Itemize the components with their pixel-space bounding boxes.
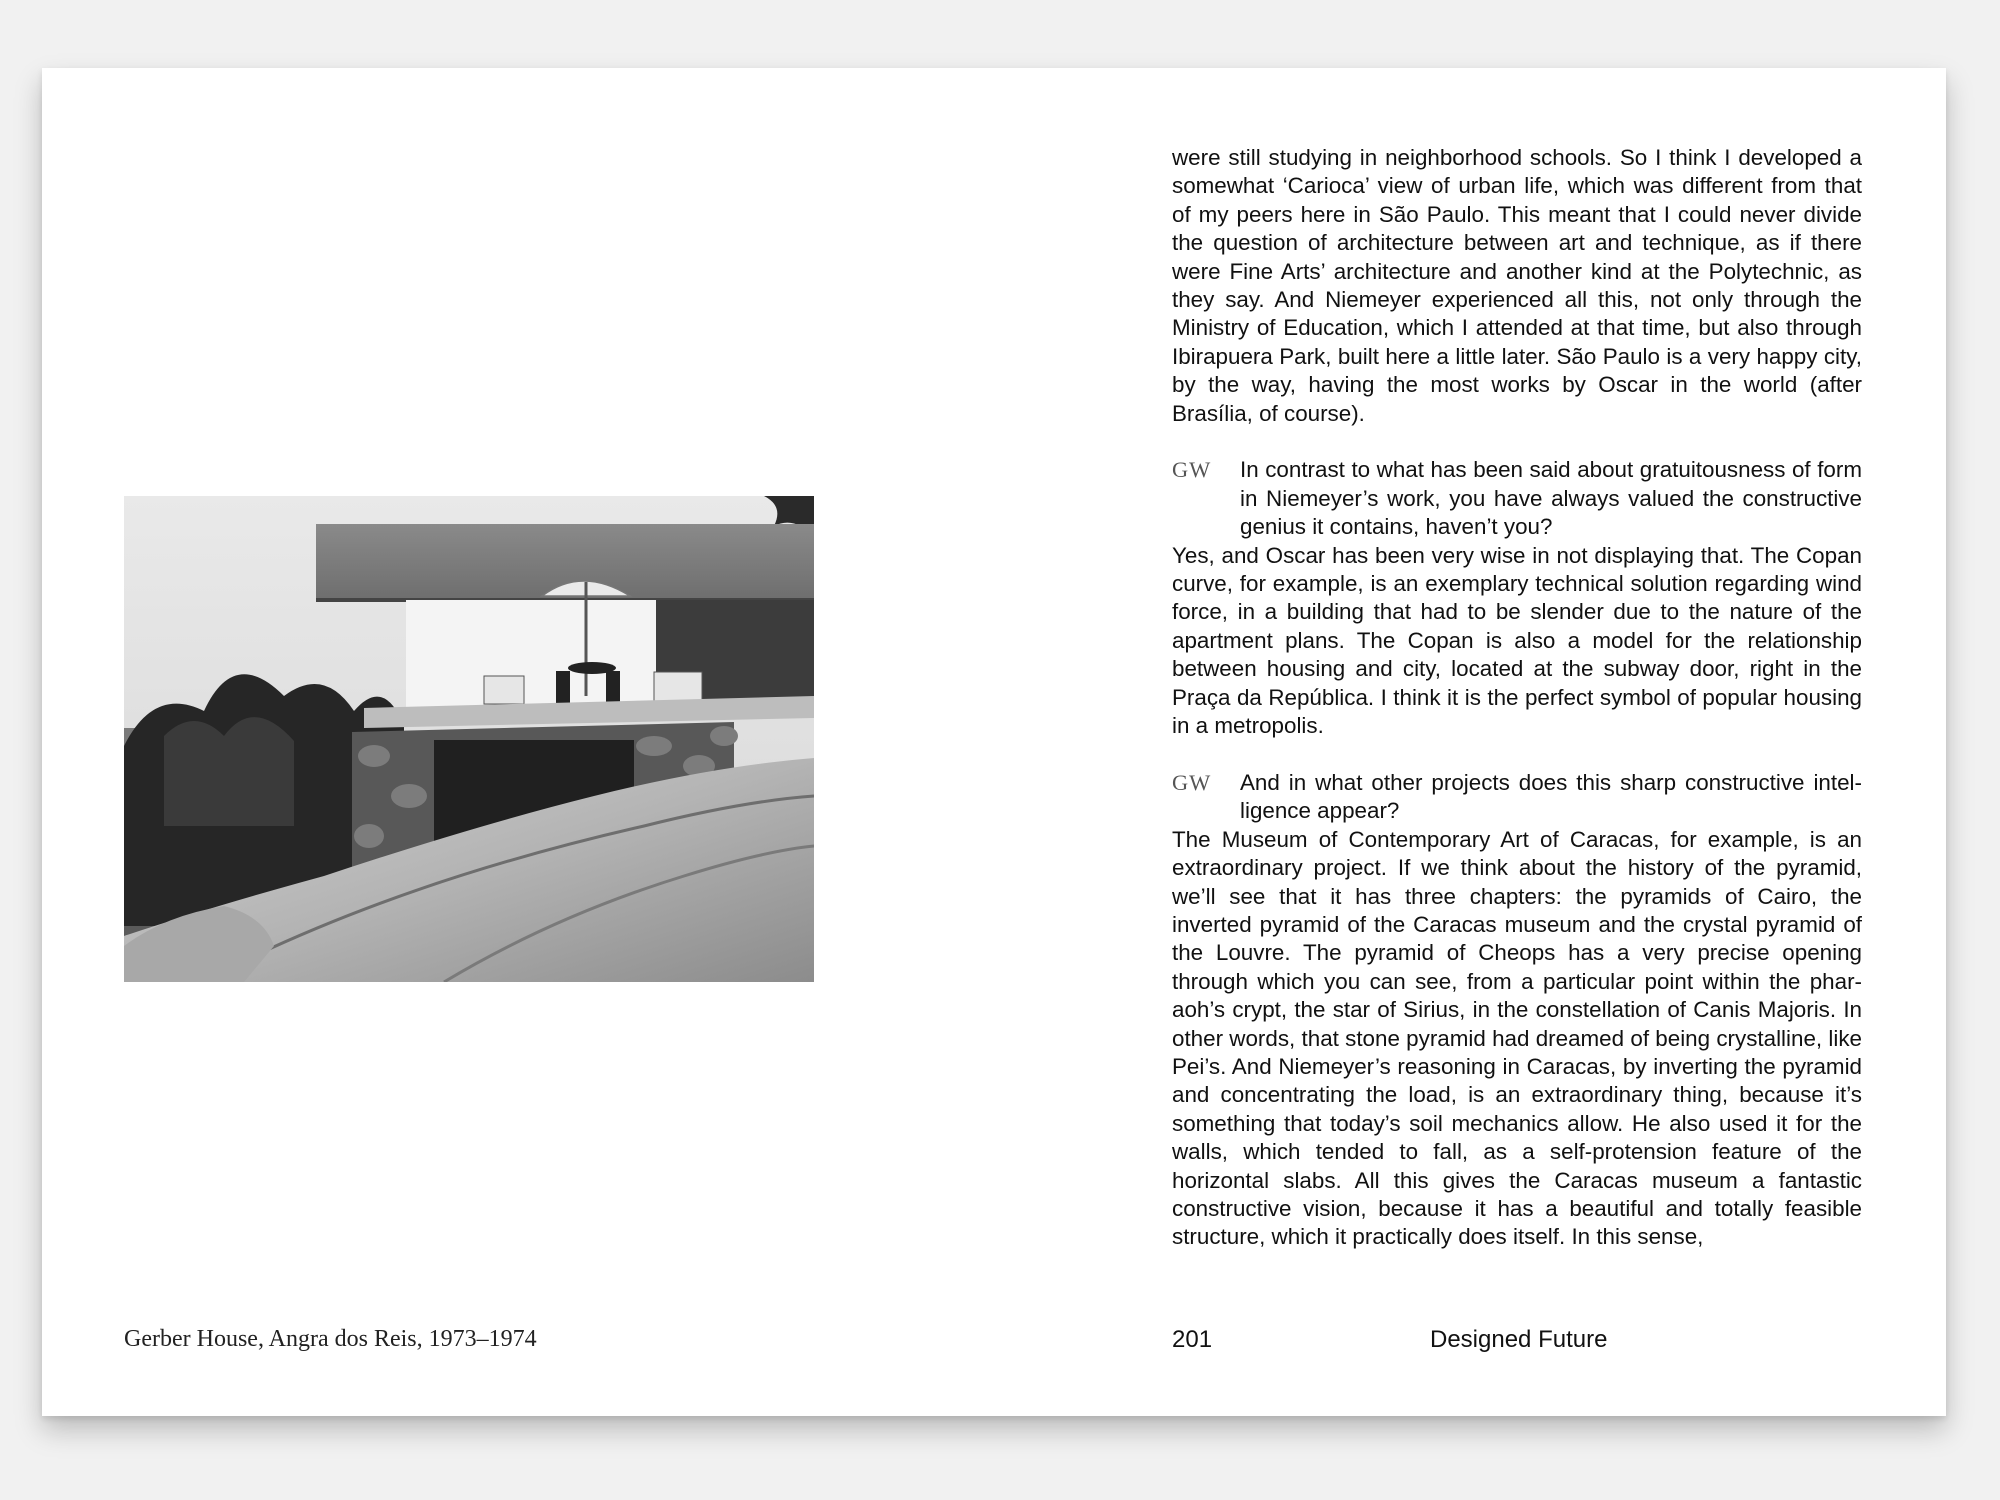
interviewer-label: GW — [1172, 769, 1212, 795]
photo-caption: Gerber House, Angra dos Reis, 1973–1974 — [124, 1326, 537, 1352]
question-paragraph — [1172, 456, 1862, 541]
gerber-house-photo — [124, 496, 814, 982]
interviewer-label: GW — [1172, 457, 1212, 483]
question-text: And in what other projects does this sharp constructive intelligence appear? — [1240, 769, 1862, 824]
book-spread — [42, 68, 1946, 1416]
page-number: 201 — [1172, 1326, 1213, 1353]
running-title: Designed Future — [1430, 1326, 1608, 1353]
answer-paragraph: The Museum of Contemporary Art of Caracas, for example, is an extraordinary project. If we think about the history of the pyramid, we’ll see that it has three chapters: the pyramids of Cairo, the inverted pyramid of the Caracas museum and the crystal pyramid of the Louvre. The pyramid of Cheops has a very precise opening through which you can see, from a particular point within the pharaoh’s crypt, the star of Sirius, in the constellation of Canis Majoris. In other words, that stone pyramid had dreamed of being crystalline, like Pei’s. And Niemeyer’s reasoning in Caracas, by inverting the pyramid and concentrating the load, is an extraordinary thing, because it’s something that today’s soil mechanics allow. He also used it for the walls, which tended to fall, as a self-protension feature of the horizontal slabs. All this gives the Caracas museum a fantastic constructive vision, because it has a beautiful and totally feasible structure, which it practically does itself. In this sense, — [1172, 826, 1862, 1250]
question-paragraph — [1172, 769, 1862, 826]
answer-paragraph: were still studying in neighborhood schools. So I think I developed a somewhat ‘Carioca’ view of urban life, which was different from that of my peers here in São Paulo. This meant that I could never divide the question of architecture between art and technique, as if there were Fine Arts’ architecture and another kind at the Polytechnic, as they say. And Niemeyer experienced all this, not only through the Ministry of Education, which I attended at that time, but also through Ibirapuera Park, built here a little later. São Paulo is a very happy city, by the way, having the most works by Oscar in the world (after Brasília, of course). — [1172, 145, 1862, 426]
question-text: In contrast to what has been said about gratuitousness of form in Niemeyer’s work, you have always valued the constructive genius it contains, haven’t you? — [1240, 457, 1862, 540]
interview-text — [1172, 144, 1862, 1314]
answer-paragraph: Yes, and Oscar has been very wise in not displaying that. The Copan curve, for example, is an exemplary technical solution regarding wind force, in a building that had to be slender due to the nature of the apartment plans. The Copan is also a model for the relationship between housing and city, located at the subway door, right in the Praça da República. I think it is the perfect symbol of popular housing in a metropolis. — [1172, 542, 1862, 739]
